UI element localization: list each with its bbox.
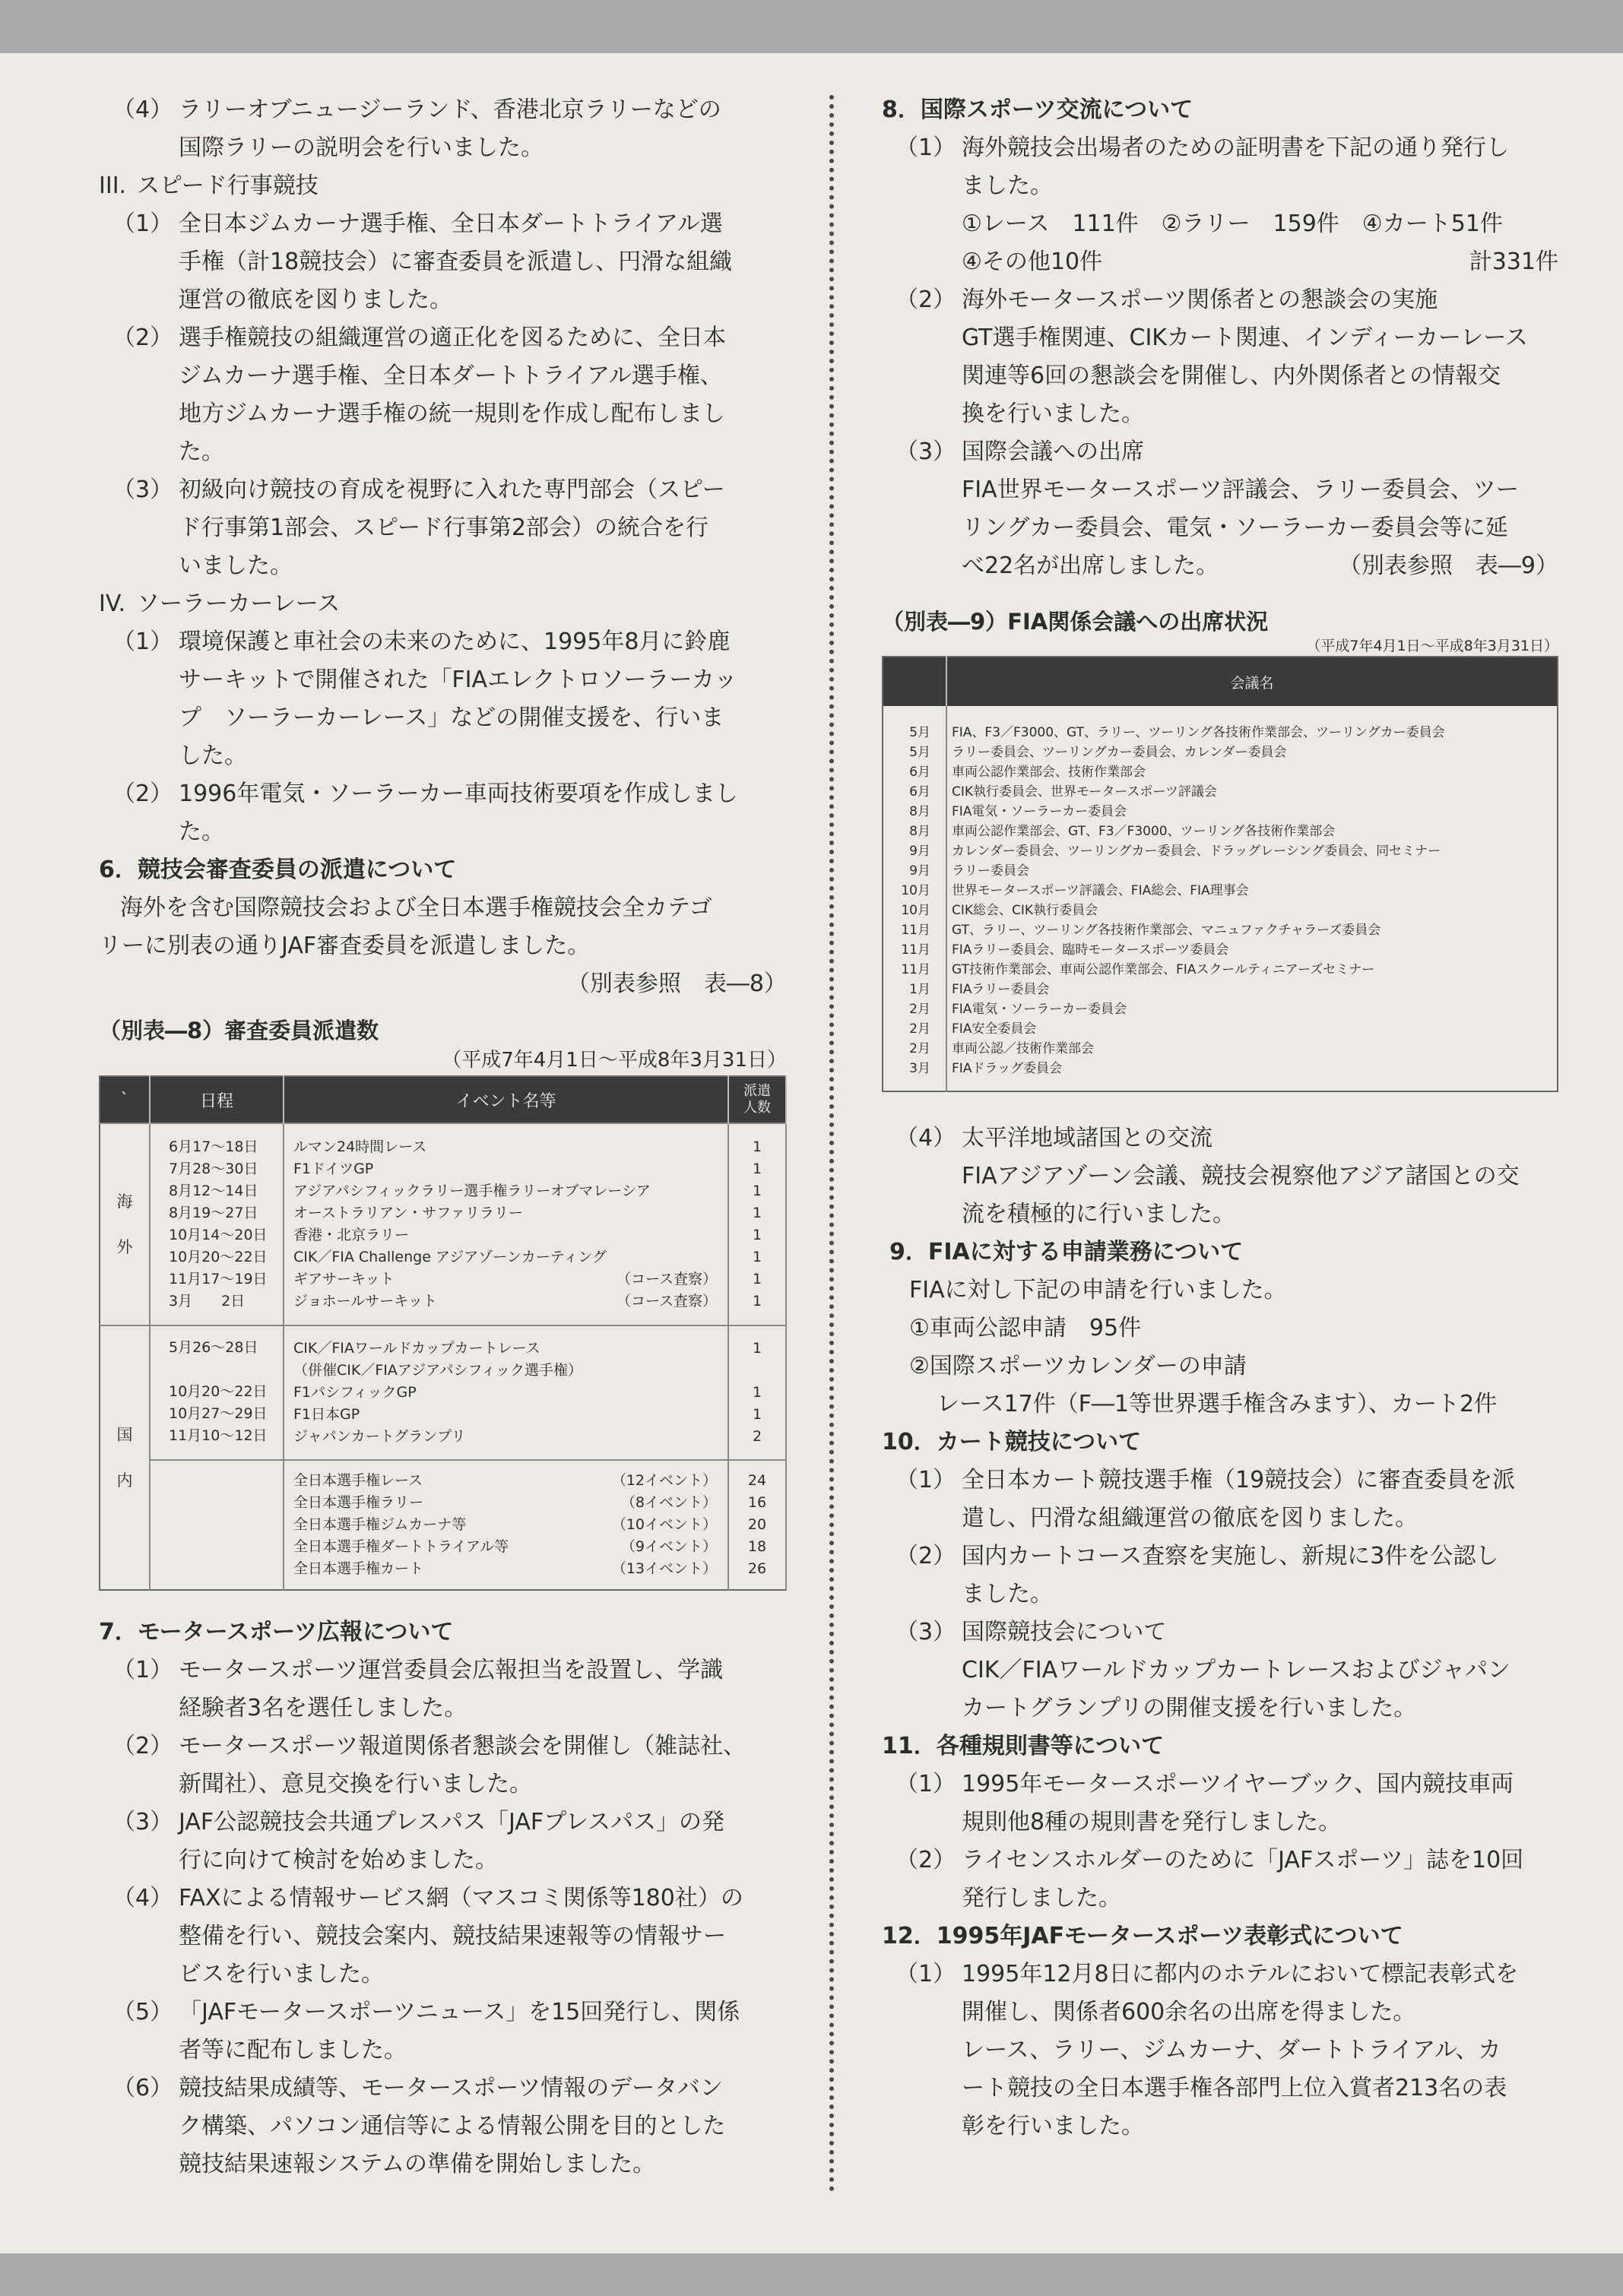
text-line: FIA世界モータースポーツ評議会、ラリー委員会、ツー: [962, 477, 1519, 503]
meeting-cells: [946, 706, 1558, 1091]
meeting-cell: GT、ラリー、ツーリング各技術作業部会、マニュファクチャラーズ委員会: [952, 923, 1381, 938]
fia-meetings-table: [882, 656, 1558, 1092]
item-number: （1）: [896, 1961, 956, 1987]
item-number: （3）: [113, 1809, 173, 1835]
text-line: ました。: [962, 1581, 1053, 1607]
text-line: 1996年電気・ソーラーカー車両技術要項を作成しまし: [179, 781, 738, 807]
table-reference: （別表参照 表―8）: [566, 971, 787, 997]
table-reference: （別表参照 表―9）: [1338, 553, 1558, 579]
region-char: 内: [116, 1471, 133, 1490]
item-number: （3）: [896, 439, 956, 465]
count-cells: [728, 1460, 786, 1590]
count-cell: 1: [752, 1161, 762, 1177]
text-line: レース、ラリー、ジムカーナ、ダートトライアル、カ: [962, 2037, 1501, 2063]
list-item: [882, 433, 1558, 585]
month-cell: 5月: [909, 725, 930, 740]
table8-period: （平成7年4月1日〜平成8年3月31日）: [442, 1049, 787, 1072]
item-number: （1）: [113, 1657, 173, 1683]
text-line: ート競技の全日本選手権各部門上位入賞者213名の表: [962, 2075, 1507, 2101]
text-line: 国際ラリーの説明会を行いました。: [179, 135, 544, 161]
count-cell: 1: [752, 1340, 762, 1357]
text-line: 換を行いました。: [962, 401, 1144, 427]
region-label-overseas: [100, 1123, 150, 1325]
list-item: [882, 1119, 1558, 1234]
table-header-row: [883, 657, 1558, 706]
count-cell: 26: [747, 1560, 767, 1577]
rally-briefing-item: [99, 91, 787, 167]
table8-caption: （別表―8）審査委員派遣数: [99, 1018, 379, 1043]
event-name: F1日本GP: [293, 1406, 360, 1423]
text-line: 経験者3名を選任しました。: [179, 1695, 468, 1721]
item-number: （1）: [896, 135, 956, 161]
text-line: ました。: [962, 173, 1053, 199]
event-name: オーストラリアン・サファリラリー: [293, 1205, 523, 1221]
list-item: [99, 1652, 787, 1728]
text-line: ド行事第1部会、スピード行事第2部会）の統合を行: [179, 515, 708, 541]
roman-numeral: III.: [99, 173, 127, 199]
date-cell: 5月26〜28日: [169, 1339, 258, 1356]
empty-date-cell: [150, 1460, 284, 1590]
event-cell: [293, 1291, 727, 1313]
text-line: した。: [179, 743, 247, 769]
count-cell: 1: [752, 1205, 762, 1221]
section-heading-speed-events: [99, 167, 787, 205]
text-line: リーに別表の通りJAF審査委員を派遣しました。: [99, 933, 591, 959]
event-cells: [284, 1123, 728, 1325]
event-note: （コース査察）: [616, 1271, 717, 1287]
region-char: 海: [116, 1192, 133, 1211]
month-cell: 2月: [909, 1041, 930, 1056]
region-char: 国: [116, 1426, 133, 1444]
count-cell: 1: [752, 1249, 762, 1265]
list-item: [882, 1538, 1558, 1614]
event-name: F1パシフィックGP: [293, 1384, 417, 1401]
event-cell: [293, 1246, 727, 1268]
text-line: モータースポーツ運営委員会広報担当を設置し、学識: [179, 1657, 724, 1683]
championship-group: [100, 1460, 786, 1590]
meeting-cell: FIAラリー委員会: [952, 982, 1050, 997]
list-item: [99, 205, 787, 319]
text-line: いました。: [179, 553, 293, 579]
event-name: （併催CIK／FIAアジアパシフィック選手権）: [293, 1362, 583, 1379]
meeting-cell: CIK執行委員会、世界モータースポーツ評議会: [952, 784, 1217, 800]
event-cell: [293, 1492, 727, 1514]
text-line: 太平洋地域諸国との交流: [962, 1125, 1212, 1151]
paragraph: [99, 889, 787, 927]
event-cells: [284, 1325, 728, 1460]
list-item: [882, 1766, 1558, 1842]
text-line: 全日本ジムカーナ選手権、全日本ダートトライアル選: [179, 211, 723, 237]
table-header-row: [100, 1076, 786, 1123]
text-line: ジムカーナ選手権、全日本ダートトライアル選手権、: [179, 363, 723, 389]
text-line: 流を積極的に行いました。: [962, 1201, 1235, 1227]
count-cell: 24: [747, 1472, 767, 1489]
month-cell: 8月: [909, 804, 930, 819]
event-name: 全日本選手権カート: [293, 1560, 424, 1577]
text-line: プ ソーラーカーレース」などの開催支援を、行いま: [179, 705, 724, 731]
paragraph: [882, 1272, 1558, 1424]
header-meeting: 会議名: [946, 657, 1558, 706]
list-item: [882, 1842, 1558, 1918]
list-line: ①車両公認申請 95件: [909, 1315, 1142, 1341]
column-divider: [829, 95, 834, 2193]
date-cell: 8月12〜14日: [169, 1183, 258, 1199]
region-char: 外: [116, 1238, 133, 1256]
count-cell: 1: [752, 1293, 762, 1310]
date-cell: 10月20〜22日: [169, 1249, 268, 1265]
item-number: （1）: [896, 1467, 956, 1493]
event-cell: [293, 1558, 727, 1580]
event-name: CIK／FIA Challenge アジアゾーンカーティング: [293, 1249, 607, 1265]
section-heading-rulebooks: 11．各種規則書等について: [882, 1733, 1165, 1759]
event-name: ジャパンカートグランプリ: [293, 1428, 466, 1445]
text-line: リングカー委員会、電気・ソーラーカー委員会等に延: [962, 515, 1508, 541]
text-line: 1995年モータースポーツイヤーブック、国内競技車両: [962, 1771, 1514, 1797]
list-line: ②国際スポーツカレンダーの申請: [909, 1353, 1247, 1379]
right-column: [882, 91, 1558, 2146]
stats-other: ④その他10件: [962, 249, 1103, 275]
text-line: 国際競技会について: [962, 1619, 1167, 1645]
date-cells: [150, 1123, 284, 1325]
text-line: 国内カートコース査察を実施し、新規に3件を公認し: [962, 1543, 1499, 1569]
text-line: モータースポーツ報道関係者懇談会を開催し（雑誌社、: [179, 1733, 747, 1759]
month-cell: 8月: [909, 824, 930, 839]
month-cell: 2月: [909, 1002, 930, 1017]
event-cell: [293, 1360, 727, 1382]
month-cell: 1月: [909, 982, 930, 997]
count-cell: [729, 1360, 785, 1382]
text-line: 運営の徹底を図りました。: [179, 287, 452, 313]
item-number: （2）: [896, 1543, 956, 1569]
event-name: 全日本選手権ジムカーナ等: [293, 1516, 467, 1533]
stats-total: 計331件: [1469, 249, 1558, 275]
detail-line: レース17件（F―1等世界選手権含みます）、カート2件: [937, 1391, 1498, 1417]
meeting-cell: ラリー委員会: [952, 863, 1029, 879]
table9-caption: （別表―9）FIA関係会議への出席状況: [882, 609, 1269, 635]
event-note: （12イベント）: [611, 1472, 717, 1489]
event-name: ギアサーキット: [293, 1271, 395, 1287]
event-cell: [293, 1158, 727, 1180]
event-note: （9イベント）: [620, 1538, 717, 1555]
event-name: F1ドイツGP: [293, 1161, 374, 1177]
meeting-cell: ラリー委員会、ツーリングカー委員会、カレンダー委員会: [952, 745, 1287, 760]
text-line: FAXによる情報サービス網（マスコミ関係等180社）の: [179, 1885, 743, 1911]
stats-line: ①レース 111件 ②ラリー 159件 ④カート51件: [962, 211, 1503, 237]
month-cell: 3月: [909, 1061, 930, 1076]
header-event: イベント名等: [284, 1076, 728, 1123]
count-cell: 1: [752, 1406, 762, 1423]
text-line: カートグランプリの開催支援を行いました。: [962, 1695, 1417, 1721]
list-item: [99, 1728, 787, 1804]
item-number: （2）: [113, 325, 173, 351]
section-heading-fia-applications: 9．FIAに対する申請業務について: [889, 1239, 1244, 1265]
table9-period: （平成7年4月1日〜平成8年3月31日）: [1306, 638, 1558, 654]
header-blank: `: [100, 1076, 150, 1123]
event-name: CIK／FIAワールドカップカートレース: [293, 1340, 540, 1357]
text-line: CIK／FIAワールドカップカートレースおよびジャパン: [962, 1657, 1510, 1683]
event-name: アジアパシフィックラリー選手権ラリーオブマレーシア: [293, 1183, 651, 1199]
text-line: 新聞社）、意見交換を行いました。: [179, 1771, 532, 1797]
text-line: 発行しました。: [962, 1885, 1121, 1911]
list-item: [99, 623, 787, 775]
text-line: 開催し、関係者600余名の出席を得ました。: [962, 1999, 1416, 2025]
stats-line: [962, 243, 1558, 281]
list-item: [99, 319, 787, 471]
text-line: 関連等6回の懇談会を開催し、内外関係者との情報交: [962, 363, 1501, 389]
text-line: 者等に配布しました。: [179, 2037, 407, 2063]
text-line: サーキットで開催された「FIAエレクトロソーラーカッ: [179, 667, 737, 693]
date-cell: 3月 2日: [169, 1293, 246, 1310]
month-cell: 6月: [909, 784, 930, 800]
event-note: （13イベント）: [611, 1560, 717, 1577]
date-cell: 6月17〜18日: [169, 1138, 258, 1155]
month-cell: 11月: [901, 923, 930, 938]
count-cells: [728, 1123, 786, 1325]
text-line: 1995年12月8日に都内のホテルにおいて標記表彰式を: [962, 1961, 1519, 1987]
text-line: 行に向けて検討を始めました。: [179, 1847, 498, 1873]
date-cell: 8月19〜27日: [169, 1205, 258, 1221]
meeting-cell: 世界モータースポーツ評議会、FIA総会、FIA理事会: [952, 883, 1249, 898]
list-item: [882, 1956, 1558, 2146]
text-line: JAF公認競技会共通プレスパス「JAFプレスパス」の発: [179, 1809, 724, 1835]
item-number: （4）: [113, 1885, 173, 1911]
section-title: ソーラーカーレース: [137, 591, 341, 617]
section-heading-awards: 12．1995年JAFモータースポーツ表彰式について: [882, 1923, 1403, 1949]
text-line: 整備を行い、競技会案内、競技結果速報等の情報サー: [179, 1923, 726, 1949]
list-item: [882, 1462, 1558, 1538]
date-cell: 10月27〜29日: [169, 1405, 268, 1422]
event-cell: [293, 1514, 727, 1536]
meeting-cell: FIA、F3／F3000、GT、ラリー、ツーリング各技術作業部会、ツーリングカー委員会: [952, 725, 1445, 740]
text-line: 海外モータースポーツ関係者との懇談会の実施: [962, 287, 1438, 313]
event-cell: [293, 1180, 727, 1202]
roman-numeral: IV.: [99, 591, 126, 617]
section-heading-solar-car: [99, 585, 787, 623]
event-cell: [293, 1382, 727, 1404]
event-cell: [293, 1426, 727, 1448]
event-cells: [284, 1460, 728, 1590]
paragraph: [99, 927, 787, 1003]
count-cell: 1: [752, 1227, 762, 1243]
text-line: 海外を含む国際競技会および全日本選手権競技会全カテゴ: [120, 895, 712, 921]
count-cell: 1: [752, 1271, 762, 1287]
item-number: （5）: [113, 1999, 173, 2025]
date-cell: 11月17〜19日: [169, 1271, 268, 1287]
meeting-cell: CIK総会、CIK執行委員会: [952, 903, 1098, 918]
item-number: （1）: [896, 1771, 956, 1797]
header-count: [728, 1076, 786, 1123]
event-cell: [293, 1202, 727, 1224]
section-heading-intl-exchange: 8．国際スポーツ交流について: [882, 97, 1193, 123]
month-cells: [883, 706, 946, 1091]
event-note: （10イベント）: [611, 1516, 717, 1533]
item-number: （2）: [113, 1733, 173, 1759]
meeting-cell: FIA電気・ソーラーカー委員会: [952, 1002, 1127, 1017]
text-line: [962, 547, 1558, 585]
section-heading-steward-dispatch: 6．競技会審査委員の派遣について: [99, 857, 457, 883]
event-cell: [293, 1136, 727, 1158]
item-number: （2）: [896, 287, 956, 313]
list-item: [99, 1994, 787, 2070]
text-line: ク構築、パソコン通信等による情報公開を目的とした: [179, 2113, 726, 2139]
text-line: 競技結果速報システムの準備を開始しました。: [179, 2151, 655, 2177]
count-cell: 1: [752, 1138, 762, 1155]
text-line: 国際会議への出席: [962, 439, 1144, 465]
item-number: （1）: [113, 211, 173, 237]
text-line: ラリーオブニュージーランド、香港北京ラリーなどの: [179, 97, 721, 123]
text-line: 手権（計18競技会）に審査委員を派遣し、円滑な組織: [179, 249, 733, 275]
month-cell: 6月: [909, 765, 930, 780]
text-line: 「JAFモータースポーツニュース」を15回発行し、関係: [179, 1999, 740, 2025]
month-cell: 2月: [909, 1021, 930, 1037]
meeting-cell: 車両公認作業部会、GT、F3／F3000、ツーリング各技術作業部会: [952, 824, 1336, 839]
event-name: ルマン24時間レース: [293, 1138, 427, 1155]
section-title: スピード行事競技: [137, 173, 319, 199]
month-cell: 10月: [901, 883, 930, 898]
text-line: 全日本カート競技選手権（19競技会）に審査委員を派: [962, 1467, 1516, 1493]
steward-dispatch-table: [99, 1075, 787, 1591]
date-cell: 10月20〜22日: [169, 1383, 268, 1400]
date-cell: [169, 1359, 283, 1381]
meeting-cell: FIA電気・ソーラーカー委員会: [952, 804, 1127, 819]
text-line: 選手権競技の組織運営の適正化を図るために、全日本: [179, 325, 726, 351]
item-number: （2）: [113, 781, 173, 807]
item-number: （2）: [896, 1847, 956, 1873]
event-cell: [293, 1224, 727, 1246]
item-number: （1）: [113, 629, 173, 655]
list-item: [882, 1614, 1558, 1728]
list-item: [99, 471, 787, 585]
text-line: FIAアジアゾーン会議、競技会視察他アジア諸国との交: [962, 1163, 1520, 1189]
event-cell: [293, 1536, 727, 1558]
text-line: FIAに対し下記の申請を行いました。: [909, 1277, 1287, 1303]
event-name: 全日本選手権ラリー: [293, 1494, 424, 1511]
header-count-line: 派遣: [743, 1083, 771, 1099]
month-cell: 10月: [901, 903, 930, 918]
text-line: 海外競技会出場者のための証明書を下記の通り発行し: [962, 135, 1509, 161]
header-count-line: 人数: [743, 1100, 771, 1116]
text-line: 地方ジムカーナ選手権の統一規則を作成し配布しまし: [179, 401, 725, 427]
event-name: ジョホールサーキット: [293, 1293, 437, 1310]
left-column: [99, 91, 787, 2184]
event-cell: [293, 1470, 727, 1492]
overseas-group: [100, 1123, 786, 1325]
item-number: （4）: [113, 97, 173, 123]
text-line: べ22名が出席しました。: [962, 553, 1219, 579]
text-line: 初級向け競技の育成を視野に入れた専門部会（スピー: [179, 477, 725, 503]
item-number: （6）: [113, 2075, 173, 2101]
list-item: [99, 1804, 787, 1880]
meeting-cell: カレンダー委員会、ツーリングカー委員会、ドラッグレーシング委員会、同セミナー: [952, 844, 1441, 859]
item-number: （3）: [113, 477, 173, 503]
event-cell: [293, 1404, 727, 1426]
date-cell: 7月28〜30日: [169, 1161, 258, 1177]
domestic-group: [100, 1325, 786, 1460]
event-name: 全日本選手権ダートトライアル等: [293, 1538, 509, 1555]
date-cell: 11月10〜12日: [169, 1427, 268, 1444]
header-date: 日程: [150, 1076, 284, 1123]
month-cell: 9月: [909, 844, 930, 859]
list-item: [99, 1880, 787, 1994]
meeting-cell: 車両公認作業部会、技術作業部会: [952, 765, 1146, 780]
event-name: 香港・北京ラリー: [293, 1227, 410, 1243]
count-cells: [728, 1325, 786, 1460]
count-cell: 16: [747, 1494, 767, 1511]
text-line: ビスを行いました。: [179, 1961, 384, 1987]
text-line: ライセンスホルダーのために「JAFスポーツ」誌を10回: [962, 1847, 1524, 1873]
month-cell: 5月: [909, 745, 930, 760]
list-item: [882, 129, 1558, 281]
meeting-cell: FIAラリー委員会、臨時モータースポーツ委員会: [952, 942, 1229, 958]
text-line: 環境保護と車社会の未来のために、1995年8月に鈴鹿: [179, 629, 731, 655]
region-label-domestic: [100, 1325, 150, 1590]
event-cell: [293, 1338, 727, 1360]
text-line: た。: [179, 439, 224, 465]
table-body-row: [883, 706, 1558, 1091]
date-cells: [150, 1325, 284, 1460]
month-cell: 9月: [909, 863, 930, 879]
list-item: [99, 775, 787, 851]
meeting-cell: 車両公認／技術作業部会: [952, 1041, 1094, 1056]
text-line: 彰を行いました。: [962, 2113, 1144, 2139]
count-cell: 20: [747, 1516, 767, 1533]
event-name: 全日本選手権レース: [293, 1472, 423, 1489]
document-page: [0, 53, 1623, 2253]
count-cell: 1: [752, 1384, 762, 1401]
section-heading-pr: 7．モータースポーツ広報について: [99, 1619, 454, 1645]
header-blank: [883, 657, 946, 706]
meeting-cell: FIAドラッグ委員会: [952, 1061, 1063, 1076]
date-cell: 10月14〜20日: [169, 1227, 268, 1243]
item-number: （3）: [896, 1619, 956, 1645]
event-note: （8イベント）: [620, 1494, 717, 1511]
list-item: [882, 281, 1558, 433]
month-cell: 11月: [901, 962, 930, 977]
text-line: た。: [179, 819, 224, 845]
item-number: （4）: [896, 1125, 956, 1151]
text-line: 規則他8種の規則書を発行しました。: [962, 1809, 1342, 1835]
text-line: GT選手権関連、CIKカート関連、インディーカーレース: [962, 325, 1528, 351]
month-cell: 11月: [901, 942, 930, 958]
count-cell: 2: [752, 1428, 762, 1445]
meeting-cell: FIA安全委員会: [952, 1021, 1037, 1037]
count-cell: 18: [747, 1538, 767, 1555]
list-item: [99, 2070, 787, 2184]
count-cell: 1: [752, 1183, 762, 1199]
text-line: 競技結果成績等、モータースポーツ情報のデータバン: [179, 2075, 723, 2101]
meeting-cell: GT技術作業部会、車両公認作業部会、FIAスクールティニアーズセミナー: [952, 962, 1375, 977]
event-cell: [293, 1268, 727, 1291]
section-heading-kart: 10．カート競技について: [882, 1429, 1142, 1455]
text-line: 遣し、円滑な組織運営の徹底を図りました。: [962, 1505, 1418, 1531]
event-note: （コース査察）: [616, 1293, 717, 1310]
